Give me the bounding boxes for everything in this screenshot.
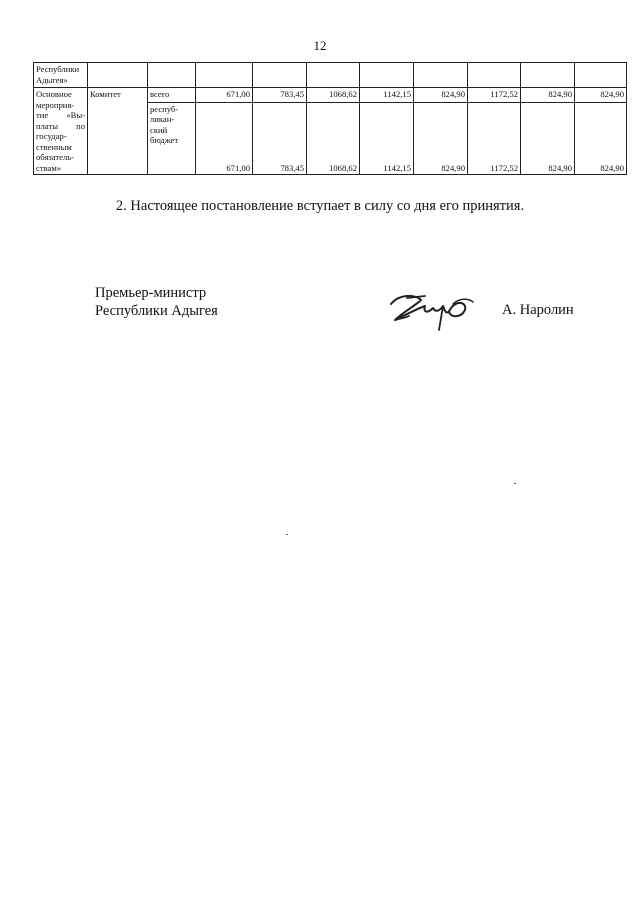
value-cell: 783,45 xyxy=(253,102,307,174)
value-cell: 1142,15 xyxy=(360,88,414,103)
value-cell: 1068,62 xyxy=(307,102,360,174)
value-cell: 1068,62 xyxy=(307,88,360,103)
value-cell: 824,90 xyxy=(575,88,627,103)
value-cell: 824,90 xyxy=(414,102,468,174)
value-cell: 783,45 xyxy=(253,88,307,103)
value-cell: 824,90 xyxy=(521,88,575,103)
source-budget-cell: респуб- ликан- ский бюджет xyxy=(148,102,196,174)
value-cell: 824,90 xyxy=(575,102,627,174)
measure-name-cell: Основное мероприя- тие «Вы- платы по государ- ственным обязатель- ствам» xyxy=(34,88,88,175)
table-row-total xyxy=(34,88,627,103)
value-cell: 1172,52 xyxy=(468,88,521,103)
value-cell: 671,00 xyxy=(196,88,253,103)
executor-cell: Комитет xyxy=(88,88,148,175)
signatory-title-line: Республики Адыгея xyxy=(95,303,218,319)
value-cell: 1172,52 xyxy=(468,102,521,174)
clause-text: 2. Настоящее постановление вступает в силу со дня его принятия. xyxy=(115,198,525,214)
scan-speck xyxy=(286,534,288,535)
value-cell: 824,90 xyxy=(521,102,575,174)
value-cell: 1142,15 xyxy=(360,102,414,174)
continued-measure-cell: Республики Адыгея» xyxy=(34,63,88,88)
signatory-title xyxy=(95,284,218,320)
signatory-name: А. Наролин xyxy=(502,302,574,318)
scan-speck xyxy=(514,483,516,484)
page-number: 12 xyxy=(313,38,327,53)
handwritten-signature xyxy=(385,290,477,336)
value-cell: 824,90 xyxy=(414,88,468,103)
table-row-continued xyxy=(34,63,627,88)
value-cell: 671,00 xyxy=(196,102,253,174)
budget-table xyxy=(33,62,627,175)
source-total-cell: всего xyxy=(148,88,196,103)
signatory-title-line: Премьер-министр xyxy=(95,285,207,301)
